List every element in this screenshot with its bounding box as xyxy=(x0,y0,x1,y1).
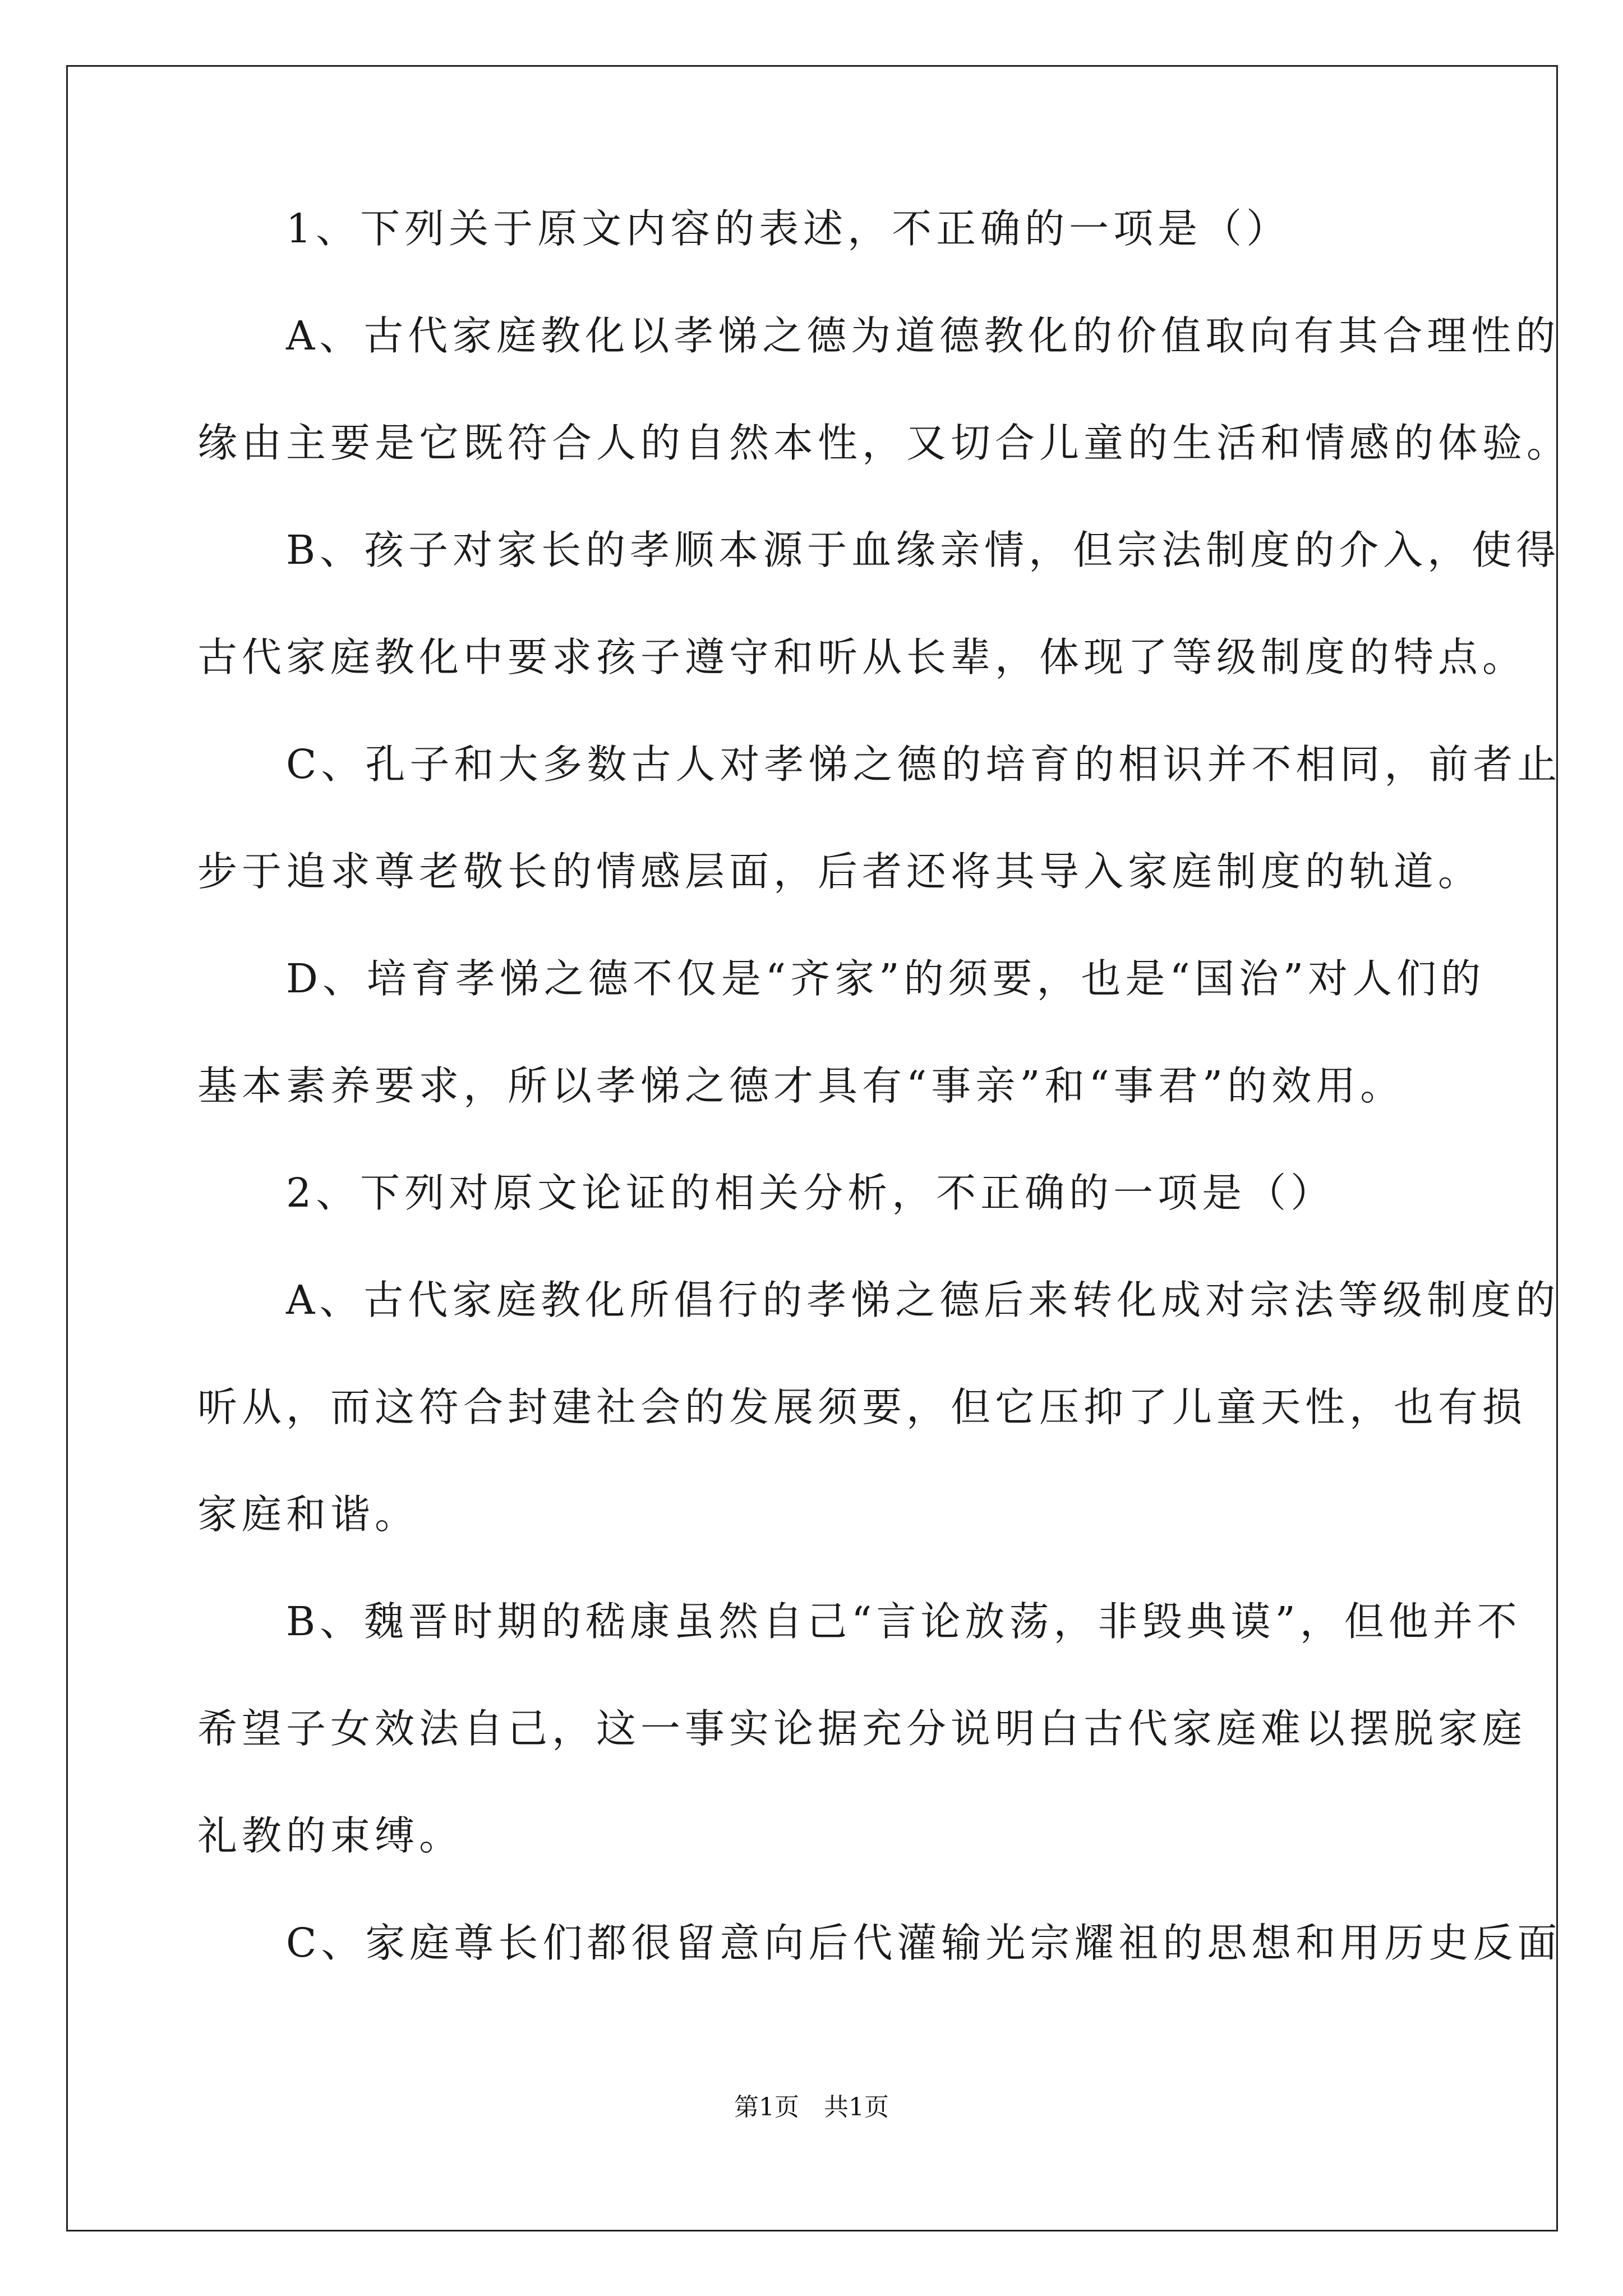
text-line: A、古代家庭教化以孝悌之德为道德教化的价值取向有其合理性的 xyxy=(197,312,1560,359)
text-line: 家庭和谐。 xyxy=(197,1491,419,1538)
text-line: 步于追求尊老敬长的情感层面，后者还将其导入家庭制度的轨道。 xyxy=(197,848,1483,895)
text-line: 缘由主要是它既符合人的自然本性，又切合儿童的生活和情感的体验。 xyxy=(197,420,1571,466)
text-line: A、古代家庭教化所倡行的孝悌之德后来转化成对宗法等级制度的 xyxy=(197,1277,1560,1323)
text-line: 听从，而这符合封建社会的发展须要，但它压抑了儿童天性，也有损 xyxy=(197,1384,1527,1430)
text-line: C、家庭尊长们都很留意向后代灌输光宗耀祖的思想和用历史反面 xyxy=(197,1920,1562,1966)
text-line: 希望子女效法自己，这一事实论据充分说明白古代家庭难以摆脱家庭 xyxy=(197,1705,1527,1752)
text-line: C、孔子和大多数古人对孝悌之德的培育的相识并不相同，前者止 xyxy=(197,741,1562,788)
text-line: B、魏晋时期的嵇康虽然自己“言论放荡，非毁典谟”，但他并不 xyxy=(197,1598,1521,1645)
page-border xyxy=(66,65,1561,2231)
text-line: 礼教的束缚。 xyxy=(197,1812,464,1859)
text-line: 古代家庭教化中要求孩子遵守和听从长辈，体现了等级制度的特点。 xyxy=(197,634,1527,680)
text-line: 基本素养要求，所以孝悌之德才具有“事亲”和“事君”的效用。 xyxy=(197,1062,1405,1109)
text-line: B、孩子对家长的孝顺本源于血缘亲情，但宗法制度的介入，使得 xyxy=(197,527,1561,573)
text-line: D、培育孝悌之德不仅是“齐家”的须要，也是“国治”对人们的 xyxy=(197,955,1486,1002)
text-line: 2、下列对原文论证的相关分析，不正确的一项是（） xyxy=(197,1170,1335,1216)
text-line: 1、下列关于原文内容的表述，不正确的一项是（） xyxy=(197,205,1291,252)
page-number: 第1页 共1页 xyxy=(734,2093,889,2122)
